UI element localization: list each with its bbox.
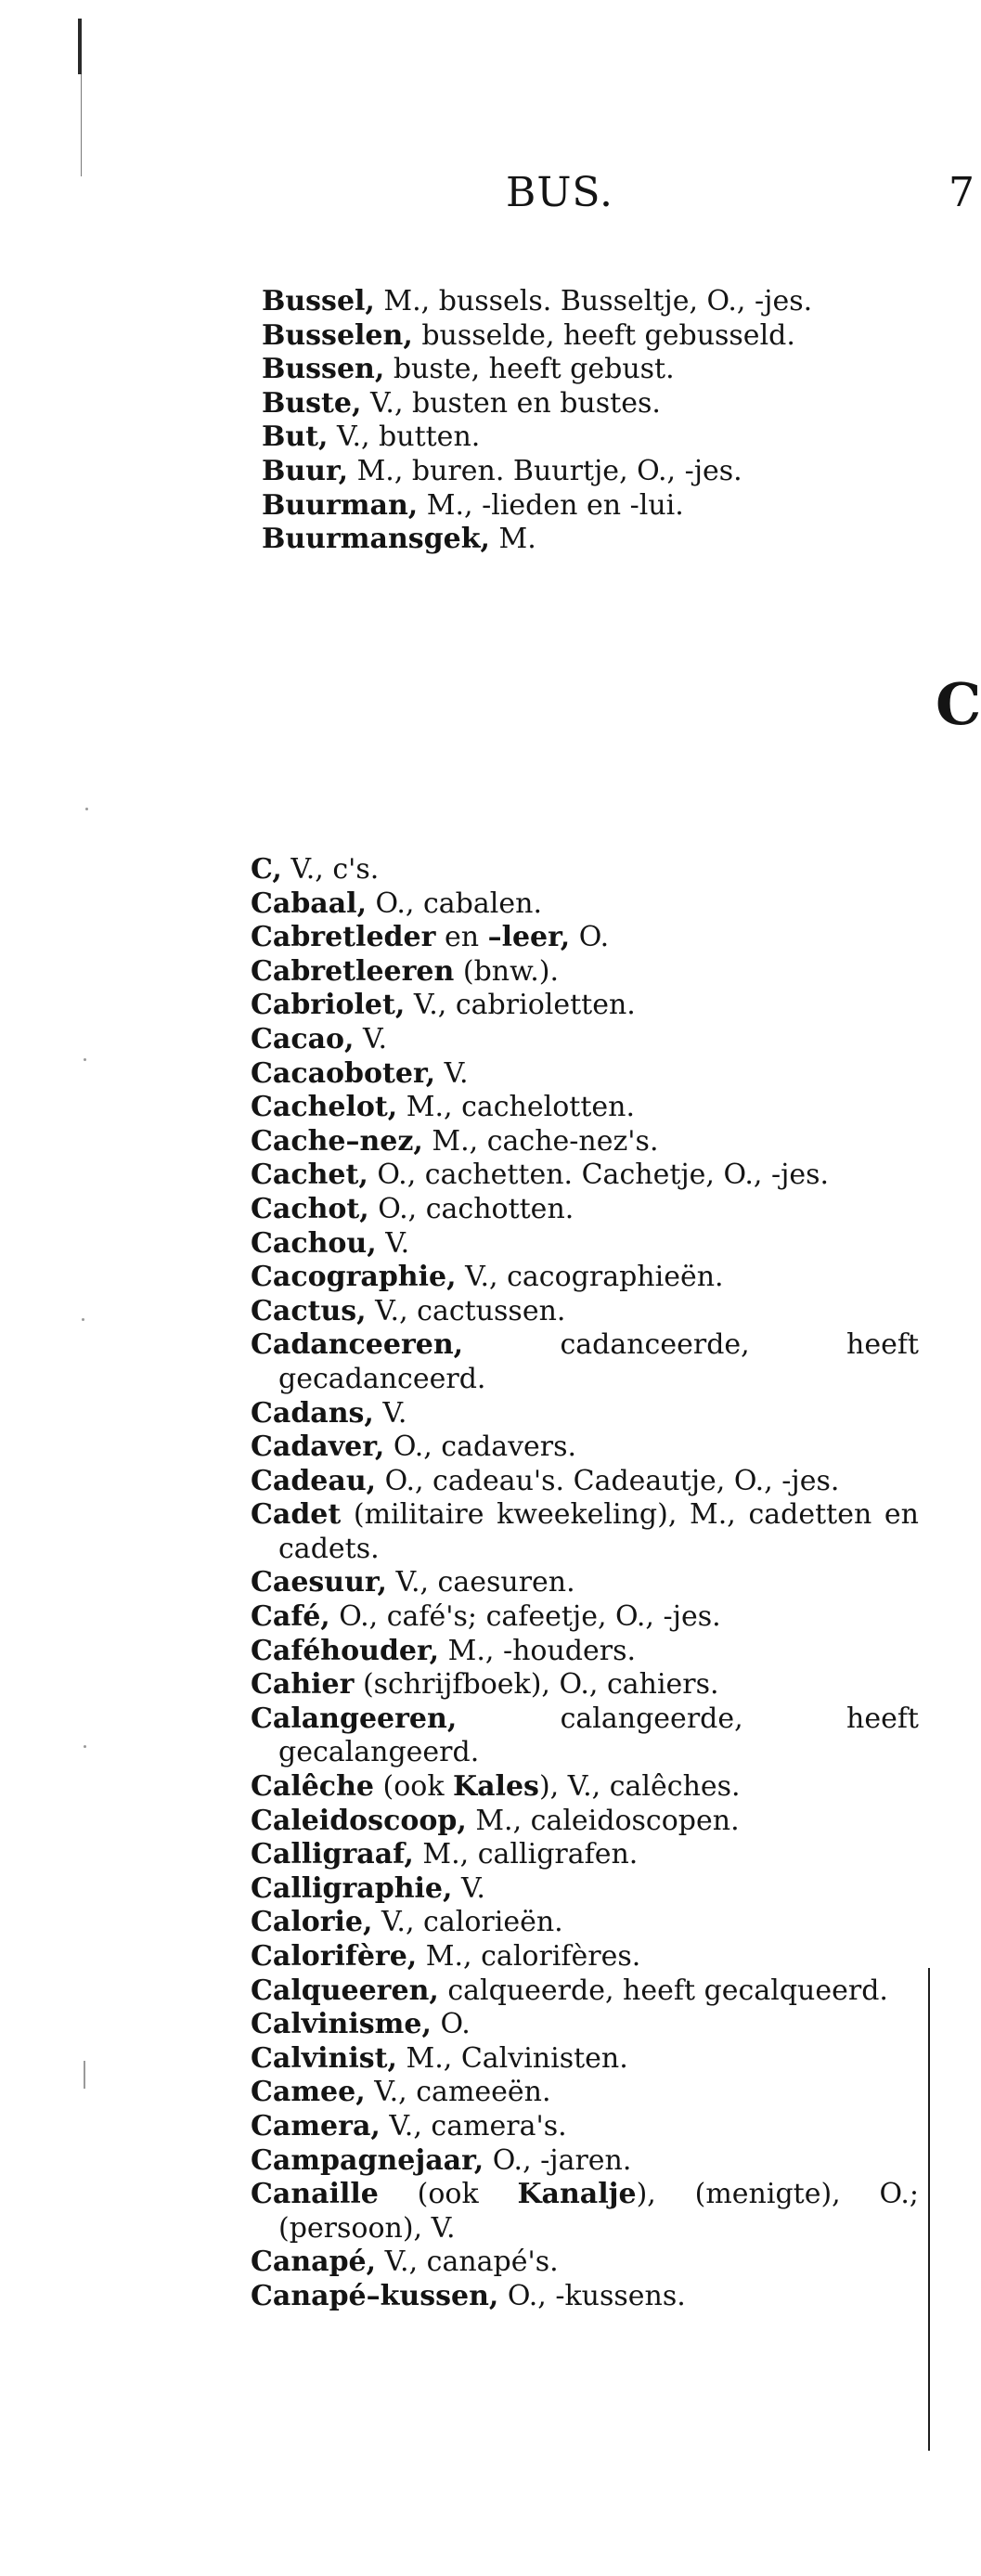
entry-text: (schrijfboek), O., cahiers. xyxy=(354,1668,719,1702)
dictionary-entry xyxy=(262,523,930,557)
entry-text: O., cadavers. xyxy=(384,1430,577,1464)
dictionary-entry xyxy=(251,1566,919,1600)
entry-headword: Bussen, xyxy=(262,353,385,386)
dictionary-entry xyxy=(262,387,930,421)
entry-headword: Busselen, xyxy=(262,318,413,352)
entry-headword: Cabaal, xyxy=(251,887,368,920)
dictionary-entry xyxy=(262,421,930,455)
entry-text: M., -houders. xyxy=(439,1634,637,1667)
entry-text: ), V., calêches. xyxy=(538,1770,741,1804)
entry-headword: Caféhouder, xyxy=(251,1634,440,1667)
dictionary-entry xyxy=(262,489,930,524)
dictionary-entry xyxy=(251,1702,919,1770)
entry-headword: Bussel, xyxy=(262,285,375,317)
entry-text: M., calligrafen. xyxy=(413,1838,639,1871)
dictionary-entry xyxy=(251,1805,919,1839)
dictionary-entry xyxy=(251,1295,919,1329)
dictionary-entry xyxy=(251,1159,919,1193)
entry-text: O., café's; cafeetje, O., -jes. xyxy=(329,1600,721,1634)
entry-headword: Canaille xyxy=(251,2178,379,2211)
entry-headword: Caesuur, xyxy=(251,1566,387,1599)
dictionary-entry xyxy=(251,2144,919,2179)
dictionary-entry xyxy=(251,2076,919,2110)
entry-headword: Cachelot, xyxy=(251,1091,398,1124)
dictionary-entry xyxy=(251,1397,919,1431)
dictionary-entry xyxy=(251,853,919,887)
entry-headword: Cadanceeren, xyxy=(251,1328,464,1362)
entry-text: O., cadeau's. Cadeautje, O., -jes. xyxy=(376,1464,840,1497)
entry-text: (ook xyxy=(373,1770,454,1804)
entry-headword: But, xyxy=(262,421,329,454)
entry-text: O., -kussens. xyxy=(498,2279,686,2312)
entry-headword: Cachet, xyxy=(251,1159,368,1192)
dictionary-entry xyxy=(251,2246,919,2280)
dictionary-entry xyxy=(251,1770,919,1805)
entry-text: V., cameeën. xyxy=(365,2076,551,2109)
dictionary-entry xyxy=(251,1600,919,1635)
entry-headword: Cacaoboter, xyxy=(251,1056,436,1090)
entry-text: V., cacographieën. xyxy=(456,1261,724,1294)
scan-speck xyxy=(82,1318,84,1321)
entry-headword: Cadaver, xyxy=(251,1430,385,1464)
dictionary-entry xyxy=(251,1057,919,1092)
dictionary-entry xyxy=(251,1261,919,1295)
entry-headword: Camera, xyxy=(251,2109,381,2142)
entry-text: (bnw.). xyxy=(454,954,559,988)
entry-text: V., butten. xyxy=(328,421,481,454)
dictionary-entry xyxy=(251,1838,919,1872)
entry-text: V. xyxy=(373,1396,407,1430)
dictionary-entry xyxy=(251,1125,919,1159)
entry-headword: Calangeeren, xyxy=(251,1702,458,1735)
scan-speck xyxy=(85,808,88,810)
running-head: BUS. xyxy=(506,169,613,216)
dictionary-entry xyxy=(251,989,919,1023)
entry-headword: –leer, xyxy=(487,921,571,954)
dictionary-entry xyxy=(251,1227,919,1262)
dictionary-entry xyxy=(251,887,919,922)
entry-text: O., -jaren. xyxy=(484,2143,632,2177)
entry-headword: Cadeau, xyxy=(251,1464,377,1497)
dictionary-entry xyxy=(251,1328,919,1396)
c-entries xyxy=(251,853,919,2314)
scan-speck xyxy=(84,1058,86,1061)
dictionary-entry xyxy=(251,1872,919,1907)
entry-headword: Calorie, xyxy=(251,1906,373,1939)
entry-headword: C, xyxy=(251,853,282,886)
dictionary-entry xyxy=(251,1023,919,1057)
scan-edge-line xyxy=(81,74,82,176)
dictionary-entry xyxy=(251,2042,919,2077)
entry-text: busselde, heeft gebusseld. xyxy=(412,318,795,352)
dictionary-entry xyxy=(251,1906,919,1940)
entry-headword: Cachou, xyxy=(251,1226,377,1260)
dictionary-entry xyxy=(262,285,930,319)
entry-text: M., -lieden en -lui. xyxy=(418,488,684,522)
entry-headword: Kales xyxy=(453,1770,539,1804)
entry-text: M., cachelotten. xyxy=(397,1091,636,1124)
entry-text: V., camera's. xyxy=(380,2109,567,2142)
entry-text: V. xyxy=(435,1056,469,1090)
entry-headword: Café, xyxy=(251,1600,330,1634)
entry-headword: Calqueeren, xyxy=(251,1974,439,2007)
dictionary-entry xyxy=(262,319,930,354)
entry-headword: Cactus, xyxy=(251,1294,367,1327)
dictionary-entry xyxy=(251,2178,919,2246)
dictionary-entry xyxy=(251,2280,919,2314)
entry-headword: Buurmansgek, xyxy=(262,523,490,556)
dictionary-entry xyxy=(262,353,930,387)
dictionary-entry xyxy=(262,455,930,489)
entry-headword: Cacographie, xyxy=(251,1261,457,1294)
entry-text: V., canapé's. xyxy=(376,2246,559,2279)
dictionary-entry xyxy=(251,1430,919,1465)
entry-text: O. xyxy=(570,921,610,954)
entry-headword: Canapé, xyxy=(251,2246,377,2279)
entry-headword: Calvinisme, xyxy=(251,2008,432,2041)
entry-text: V., cactussen. xyxy=(366,1294,566,1327)
scan-speck xyxy=(84,1745,86,1748)
entry-text: V. xyxy=(452,1871,485,1905)
entry-text: buste, heeft gebust. xyxy=(384,353,675,386)
entry-text: ), (menigte), O.; (persoon), V. xyxy=(278,2178,919,2245)
page-number: 7 xyxy=(949,169,975,216)
entry-headword: Caleidoscoop, xyxy=(251,1804,467,1837)
entry-text: V., caesuren. xyxy=(386,1566,575,1599)
entry-text: V., c's. xyxy=(281,853,380,886)
entry-text: O., cachotten. xyxy=(368,1192,574,1225)
entry-headword: Cadet xyxy=(251,1498,342,1532)
entry-headword: Campagnejaar, xyxy=(251,2143,484,2177)
entry-headword: Cahier xyxy=(251,1668,355,1702)
entry-text: M., Calvinisten. xyxy=(396,2041,628,2075)
entry-text: V., cabrioletten. xyxy=(405,989,636,1022)
entry-headword: Calligraphie, xyxy=(251,1871,453,1905)
entry-text: M., cache-nez's. xyxy=(422,1124,659,1158)
entry-headword: Cabretleder xyxy=(251,921,436,954)
dictionary-entry xyxy=(251,2008,919,2042)
section-letter: C xyxy=(936,670,981,738)
entry-text: M., caleidoscopen. xyxy=(466,1804,740,1837)
entry-headword: Cadans, xyxy=(251,1396,374,1430)
entry-headword: Buste, xyxy=(262,386,362,420)
column-rule xyxy=(928,1968,930,2451)
dictionary-entry xyxy=(251,2110,919,2144)
entry-text: M. xyxy=(489,523,536,556)
entry-text: O. xyxy=(431,2008,471,2041)
entry-text: calqueerde, heeft gecalqueerd. xyxy=(438,1974,888,2007)
dictionary-entry xyxy=(251,1091,919,1125)
entry-headword: Buur, xyxy=(262,454,349,487)
dictionary-entry xyxy=(251,1193,919,1227)
entry-text: V., calorieën. xyxy=(372,1906,563,1939)
entry-headword: Calligraaf, xyxy=(251,1838,414,1871)
entry-text: (ook xyxy=(378,2178,518,2211)
dictionary-entry xyxy=(251,1465,919,1499)
dictionary-entry xyxy=(251,1940,919,1974)
entry-text: O., cabalen. xyxy=(367,887,542,920)
entry-headword: Cabriolet, xyxy=(251,989,406,1022)
entry-headword: Buurman, xyxy=(262,488,419,522)
dictionary-entry xyxy=(251,1974,919,2009)
entry-headword: Cache–nez, xyxy=(251,1124,423,1158)
entry-text: en xyxy=(435,921,488,954)
dictionary-entry xyxy=(251,1635,919,1669)
dictionary-entry xyxy=(251,1668,919,1702)
entry-headword: Kanalje xyxy=(517,2178,637,2211)
entry-text: cadanceerde, heeft gecadanceerd. xyxy=(278,1328,919,1395)
dictionary-entry xyxy=(251,921,919,955)
entry-text: V., busten en bustes. xyxy=(361,386,661,420)
entry-headword: Calorifère, xyxy=(251,1940,418,1973)
entry-headword: Cacao, xyxy=(251,1022,355,1055)
entry-text: (militaire kweekeling), M., cadetten en cadets. xyxy=(278,1498,919,1565)
entry-text: calangeerde, heeft gecalangeerd. xyxy=(278,1702,919,1769)
bus-entries xyxy=(262,285,930,557)
scan-edge-mark xyxy=(78,19,82,74)
entry-headword: Calvinist, xyxy=(251,2041,397,2075)
entry-text: M., bussels. Busseltje, O., -jes. xyxy=(374,285,813,317)
entry-headword: Cabretleeren xyxy=(251,954,455,988)
entry-headword: Calêche xyxy=(251,1770,374,1804)
entry-text: M., buren. Buurtje, O., -jes. xyxy=(348,454,742,487)
entry-headword: Cachot, xyxy=(251,1192,369,1225)
entry-headword: Camee, xyxy=(251,2076,366,2109)
entry-text: V. xyxy=(354,1022,387,1055)
dictionary-entry xyxy=(251,1498,919,1566)
entry-text: O., cachetten. Cachetje, O., -jes. xyxy=(368,1159,830,1192)
entry-text: V. xyxy=(376,1226,410,1260)
scan-speck xyxy=(84,2061,85,2089)
entry-headword: Canapé–kussen, xyxy=(251,2279,499,2312)
entry-text: M., calorifères. xyxy=(417,1940,641,1973)
dictionary-entry xyxy=(251,955,919,990)
